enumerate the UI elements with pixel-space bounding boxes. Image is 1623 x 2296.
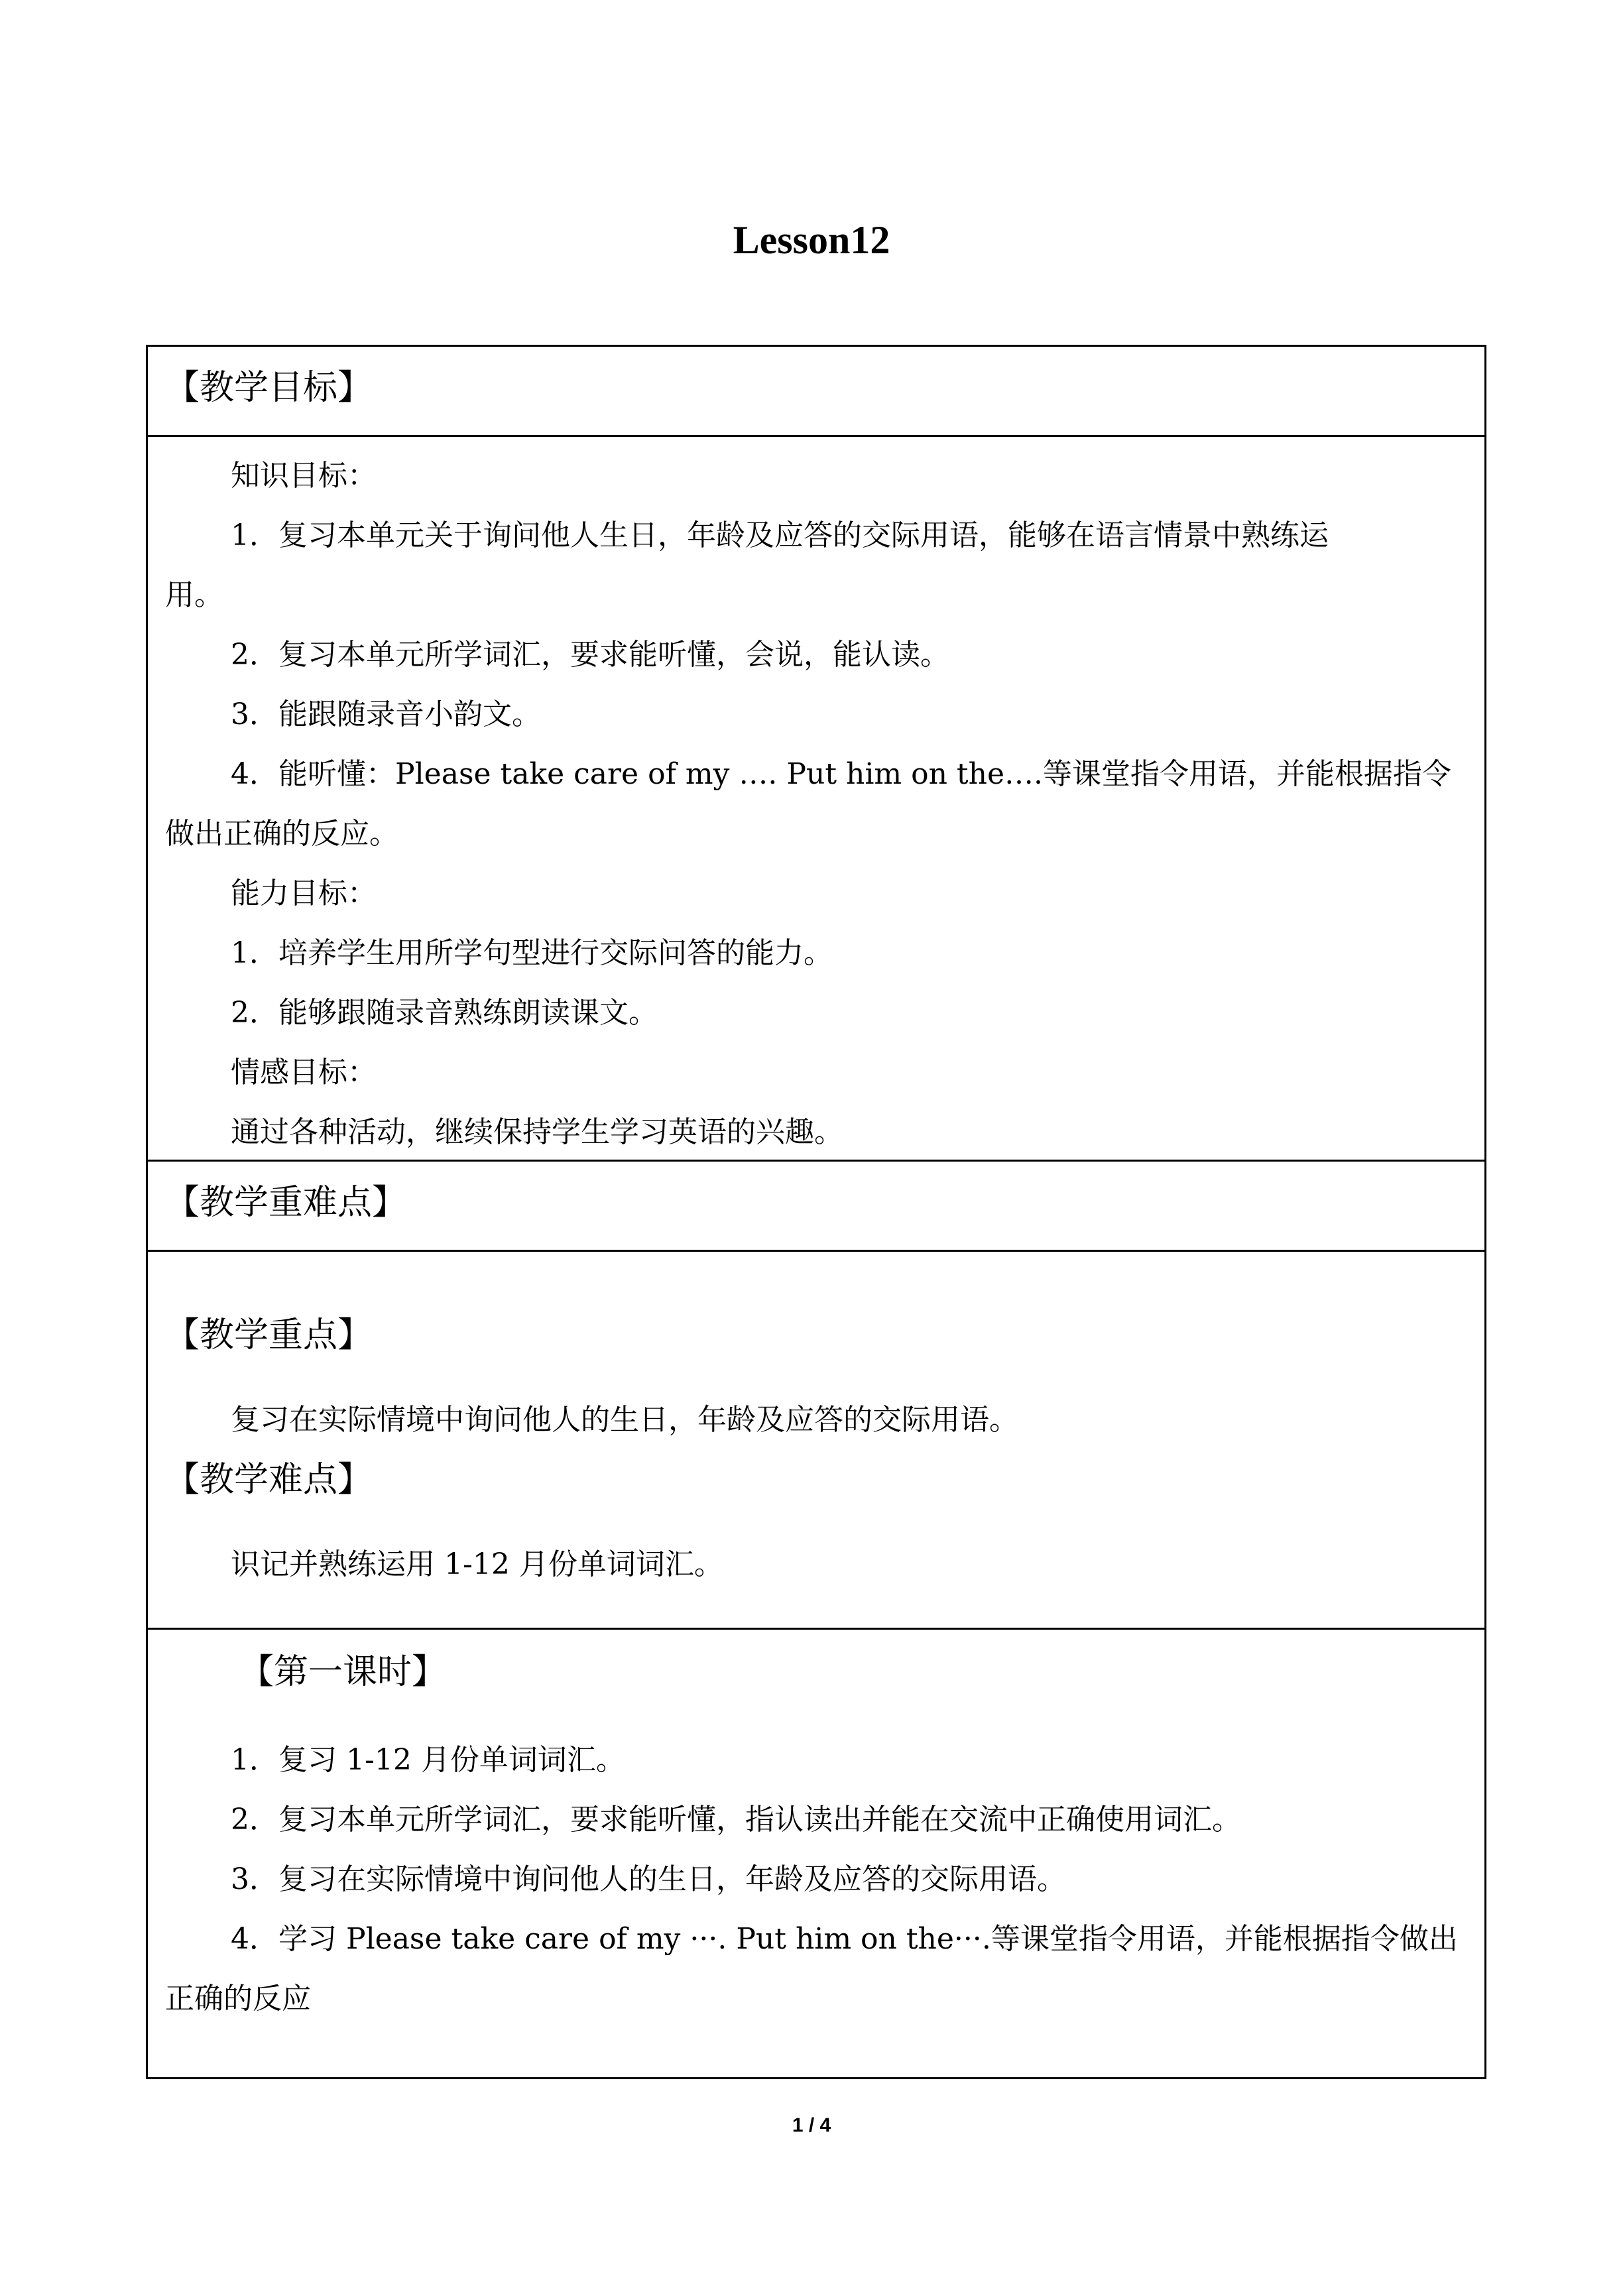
knowledge-item-1: 1．复习本单元关于询问他人生日，年龄及应答的交际用语，能够在语言情景中熟练运 [231,518,1329,552]
knowledge-item-3: 3．能跟随录音小韵文。 [231,697,541,731]
focus-header: 【教学重点】 [165,1315,373,1355]
objectives-header: 【教学目标】 [165,368,373,408]
lesson1-header: 【第一课时】 [239,1652,447,1692]
divider-key-points [148,1160,1484,1162]
focus-text: 复习在实际情境中询问他人的生日，年龄及应答的交际用语。 [231,1403,1018,1437]
knowledge-item-1-cont: 用。 [165,578,223,612]
page-number: 1 / 4 [792,2114,831,2136]
ability-label: 能力目标： [231,876,377,910]
difficulty-text: 识记并熟练运用 1-12 月份单词词汇。 [231,1547,723,1581]
knowledge-item-4-cont: 做出正确的反应。 [165,817,398,851]
ability-item-2: 2．能够跟随录音熟练朗读课文。 [231,996,658,1030]
lesson1-item-2: 2．复习本单元所学词汇，要求能听懂，指认读出并能在交流中正确使用词汇。 [231,1803,1241,1837]
knowledge-item-4: 4．能听懂：Please take care of my …. Put him on the….等课堂指令用语，并能根据指令 [231,757,1451,791]
page-title: Lesson12 [733,218,890,262]
lesson1-item-4: 4．学习 Please take care of my ···. Put him on the···.等课堂指令用语，并能根据指令做出 [231,1922,1458,1956]
divider-objectives [148,435,1484,437]
knowledge-label: 知识目标： [231,459,377,493]
divider-lesson1 [148,1628,1484,1630]
knowledge-item-2: 2．复习本单元所学词汇，要求能听懂，会说，能认读。 [231,638,949,672]
lesson1-item-4-cont: 正确的反应 [165,1982,311,2016]
key-points-header: 【教学重难点】 [165,1183,407,1223]
emotion-label: 情感目标： [231,1056,377,1089]
emotion-item-1: 通过各种活动，继续保持学生学习英语的兴趣。 [231,1115,843,1149]
lesson1-item-3: 3．复习在实际情境中询问他人的生日，年龄及应答的交际用语。 [231,1862,1066,1896]
lesson1-item-1: 1．复习 1-12 月份单词词汇。 [231,1743,625,1777]
difficulty-header: 【教学难点】 [165,1460,373,1500]
lesson-plan-table [146,345,1486,2079]
divider-key-points-body [148,1250,1484,1252]
ability-item-1: 1．培养学生用所学句型进行交际问答的能力。 [231,936,833,970]
